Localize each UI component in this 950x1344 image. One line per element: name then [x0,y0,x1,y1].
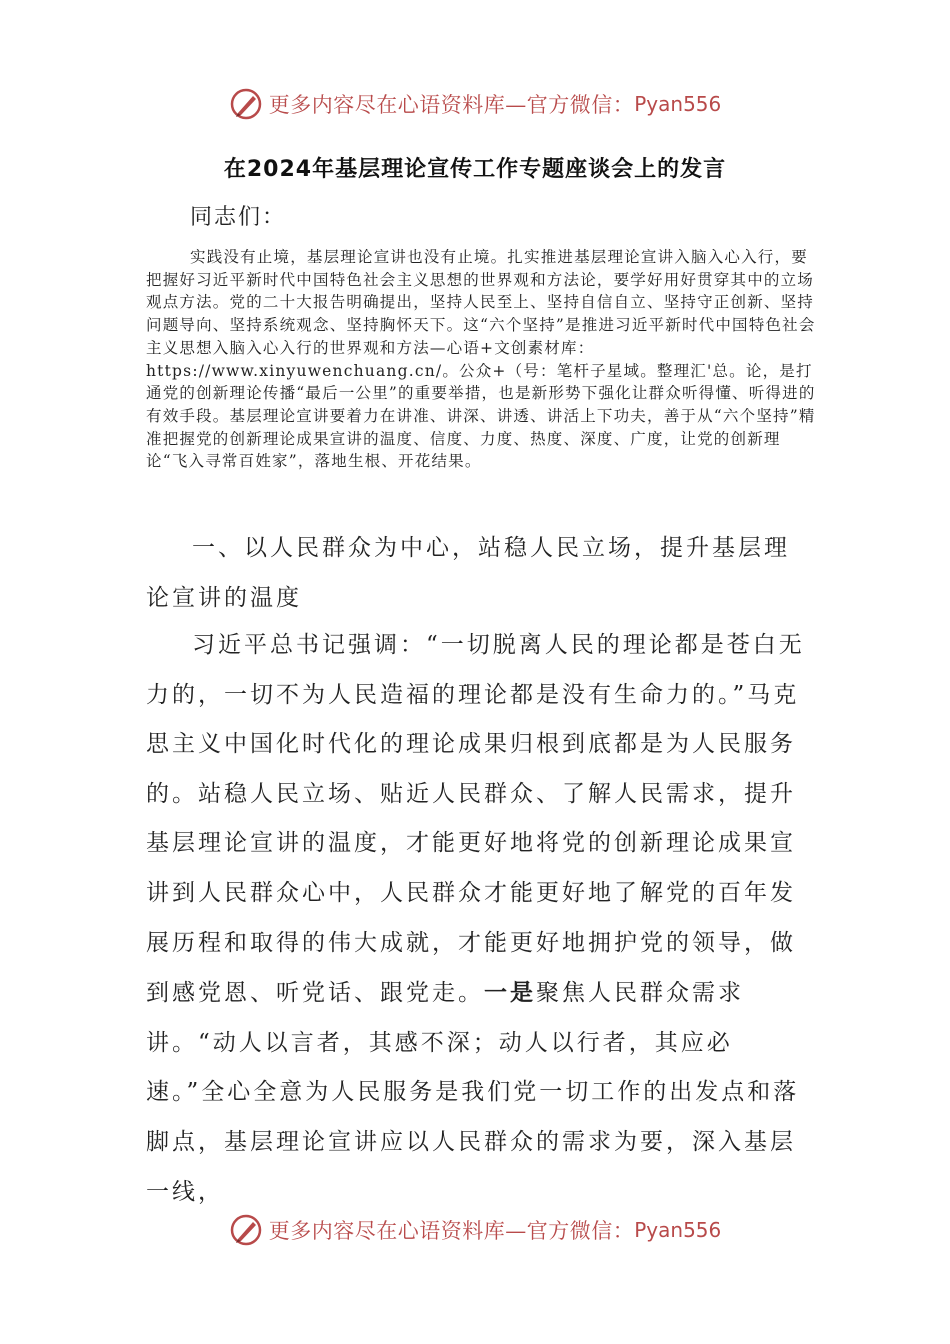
section1-body-text-1: 习近平总书记强调：“一切脱离人民的理论都是苍白无力的，一切不为人民造福的理论都是没有生命力的。”马克思主义中国化时代化的理论成果归根到底都是为人民服务的。站稳人民立场、贴近人民群众、了解人民需求，提升基层理论宣讲的温度，才能更好地将党的创新理论成果宣讲到人民群众心中，人民群众才能更好地了解党的百年发展历程和取得的伟大成就，才能更好地拥护党的领导，做到感党恩、听党话、跟党走。 [146,632,805,1007]
watermark-banner-bottom [0,1208,950,1252]
section1-heading [146,524,806,623]
intro-paragraph-text: 实践没有止境，基层理论宣讲也没有止境。扎实推进基层理论宣讲入脑入心入行，要把握好习近平新时代中国特色社会主义思想的世界观和方法论，要学好用好贯穿其中的立场观点方法。党的二十大报告明确提出，坚持人民至上、坚持自信自立、坚持守正创新、坚持问题导向、坚持系统观念、坚持胸怀天下。这“六个坚持”是推进习近平新时代中国特色社会主义思想入脑入心入行的世界观和方法—心语+文创素材库：https://www.xinyuwenchuang.cn/。公众+（号：笔杆子星域。整理汇'总。论，是打通党的创新理论传播“最后一公里”的重要举措，也是新形势下强化让群众听得懂、听得进的有效手段。基层理论宣讲要着力在讲准、讲深、讲透、讲活上下功夫，善于从“六个坚持”精准把握党的创新理论成果宣讲的温度、信度、力度、热度、深度、广度，让党的创新理论“飞入寻常百姓家”，落地生根、开花结果。 [146,248,816,471]
watermark-text: 更多内容尽在心语资料库—官方微信： [268,93,635,117]
watermark-wechat-id: Pyan556 [634,1218,722,1242]
pen-logo-icon [229,1213,263,1247]
document-title: 在2024年基层理论宣传工作专题座谈会上的发言 [223,157,727,182]
watermark-text: 更多内容尽在心语资料库—官方微信： [268,1219,635,1243]
salutation: 同志们： [190,205,287,230]
section1-body [146,621,806,1217]
section1-body-text-2: 聚焦人民群众需求讲。“动人以言者，其感不深；动人以行者，其应必速。”全心全意为人民服务是我们党一切工作的出发点和落脚点，基层理论宣讲应以人民群众的需求为要，深入基层一线， [146,980,800,1205]
watermark-banner-top [0,82,950,126]
section1-heading-text: 一、以人民群众为中心，站稳人民立场，提升基层理论宣讲的温度 [146,535,790,611]
section1-bold-marker: 一是 [484,979,536,1007]
pen-logo-icon [229,87,263,121]
watermark-wechat-id: Pyan556 [634,92,722,116]
intro-paragraph [146,246,818,473]
